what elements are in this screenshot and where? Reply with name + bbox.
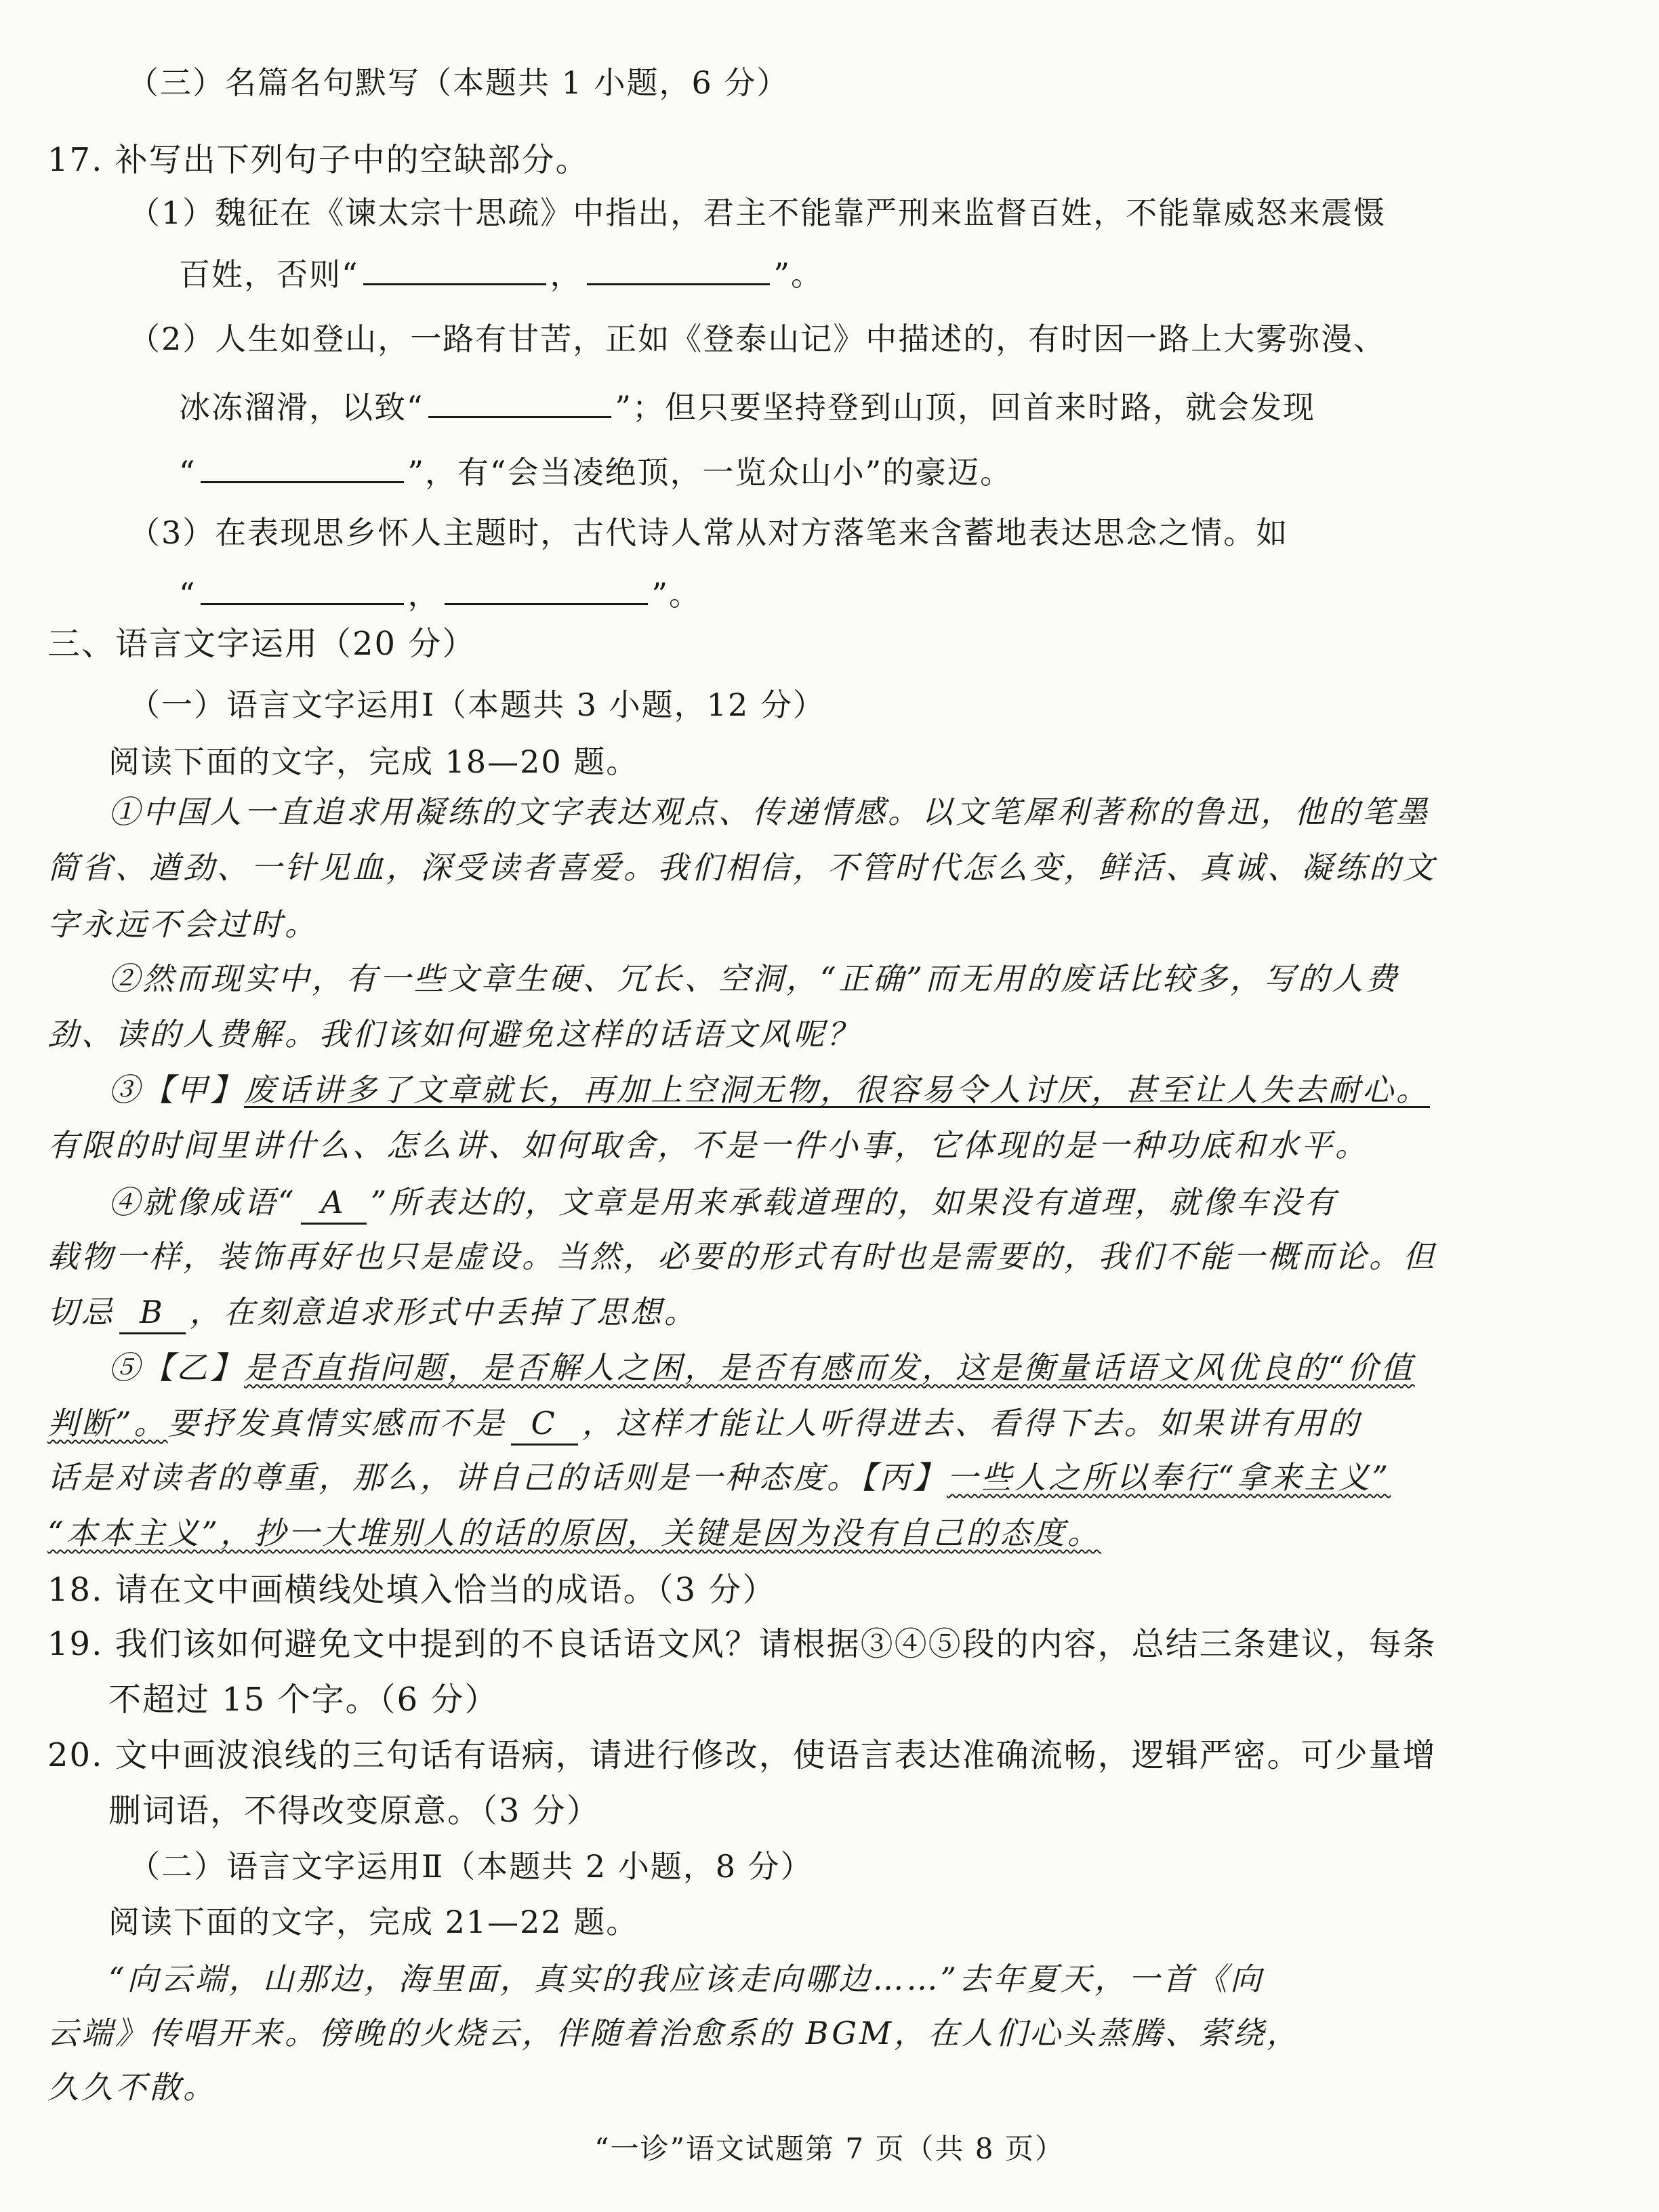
- page-footer: “一诊”语文试题第 7 页（共 8 页）: [594, 2132, 1065, 2165]
- passage-p1-line2: 简省、遒劲、一针见血，深受读者喜爱。我们相信，不管时代怎么变，鲜活、真诚、凝练的文: [47, 849, 1437, 886]
- answer-blank[interactable]: [201, 573, 404, 605]
- text: ”。: [773, 256, 824, 293]
- wavy-sentence-bing: 一些人之所以奉行“拿来主义”: [947, 1459, 1391, 1496]
- subsection-1-title: （一）语言文字运用Ⅰ（本题共 3 小题，12 分）: [129, 687, 825, 723]
- answer-blank[interactable]: [201, 451, 404, 483]
- text: ，在刻意追求形式中丢掉了思想。: [189, 1294, 698, 1330]
- text: ”；但只要坚持登到山顶，回首来时路，就会发现: [615, 389, 1316, 426]
- text: 要抒发真情实感而不是: [167, 1405, 507, 1441]
- passage-p2-line2: 劲、读的人费解。我们该如何避免这样的话语文风呢？: [47, 1016, 861, 1052]
- answer-blank[interactable]: [363, 253, 546, 285]
- q17-part2-line1: （2）人生如登山，一路有甘苦，正如《登泰山记》中描述的，有时因一路上大雾弥漫、: [129, 321, 1387, 357]
- text: ，: [550, 256, 583, 293]
- question-19-line2: 不超过 15 个字。（6 分）: [108, 1681, 499, 1719]
- question-19-line1: 19. 我们该如何避免文中提到的不良话语文风？请根据③④⑤段的内容，总结三条建议，每条: [47, 1625, 1437, 1663]
- passage-p1-line1: ①中国人一直追求用凝练的文字表达观点、传递情感。以文笔犀利著称的鲁迅，他的笔墨: [108, 794, 1430, 830]
- q17-part3-line2: [179, 573, 701, 615]
- reading-instruction-2: 阅读下面的文字，完成 21—22 题。: [108, 1904, 639, 1940]
- marker-jia: ③【甲】: [108, 1071, 244, 1108]
- passage-p4-line2: 载物一样，装饰再好也只是虚设。当然，必要的形式有时也是需要的，我们不能一概而论。但: [47, 1238, 1437, 1275]
- text: 冰冻溜滑，以致“: [179, 389, 424, 426]
- text: “: [179, 576, 197, 613]
- marker-yi: ⑤【乙】: [108, 1349, 244, 1386]
- text: “: [179, 454, 197, 491]
- q17-part1-line1: （1）魏征在《谏太宗十思疏》中指出，君主不能靠严刑来监督百姓，不能靠威怒来震慑: [129, 194, 1387, 231]
- text: ，: [407, 576, 441, 613]
- passage-p3-line1: [108, 1069, 1430, 1110]
- question-18: 18. 请在文中画横线处填入恰当的成语。（3 分）: [47, 1571, 777, 1609]
- text: 百姓，否则“: [179, 256, 359, 293]
- q17-part3-line1: （3）在表现思乡怀人主题时，古代诗人常从对方落笔来含蓄地表达思念之情。如: [129, 514, 1289, 551]
- q17-part2-line2: [179, 386, 1315, 428]
- text: 切忌: [47, 1294, 115, 1330]
- text: ”。: [651, 576, 702, 613]
- wavy-sentence-bing-end: “本本主义”，抄一大堆别人的话的原因，关键是因为没有自己的态度。: [47, 1515, 1102, 1551]
- passage2-line1: “向云端，山那边，海里面，真实的我应该走向哪边……”去年夏天，一首《向: [108, 1961, 1265, 1997]
- q17-part1-line2: [179, 253, 823, 295]
- subsection-2-title: （二）语言文字运用Ⅱ（本题共 2 小题，8 分）: [129, 1848, 813, 1885]
- part-3-title: 三、语言文字运用（20 分）: [47, 625, 476, 663]
- passage-p5-line4: [47, 1513, 1101, 1553]
- wavy-sentence-yi: 是否直指问题，是否解人之困，是否有感而发，这是衡量话语文风优良的“价值: [244, 1349, 1415, 1386]
- blank-b[interactable]: B: [119, 1292, 186, 1334]
- answer-blank[interactable]: [428, 386, 611, 418]
- answer-blank[interactable]: [587, 253, 770, 285]
- q17-part2-line3: [179, 451, 1012, 493]
- text: 话是对读者的尊重，那么，讲自己的话则是一种态度。【丙】: [47, 1459, 947, 1496]
- passage-p5-line3: [47, 1457, 1391, 1498]
- question-17-stem: 17. 补写出下列句子中的空缺部分。: [47, 141, 590, 179]
- question-20-line1: 20. 文中画波浪线的三句话有语病，请进行修改，使语言表达准确流畅，逻辑严密。可少量增: [47, 1736, 1437, 1774]
- passage2-line2: 云端》传唱开来。傍晚的火烧云，伴随着治愈系的 BGM，在人们心头蒸腾、萦绕，: [47, 2015, 1301, 2051]
- blank-a[interactable]: A: [301, 1182, 367, 1225]
- text: ”所表达的，文章是用来承载道理的，如果没有道理，就像车没有: [370, 1184, 1338, 1221]
- passage-p4-line1: [108, 1182, 1338, 1225]
- passage-p4-line3: [47, 1292, 698, 1334]
- question-20-line2: 删词语，不得改变原意。（3 分）: [108, 1792, 600, 1830]
- passage-p1-line3: 字永远不会过时。: [47, 906, 319, 943]
- text: ，这样才能让人听得进去、看得下去。如果讲有用的: [581, 1405, 1361, 1441]
- answer-blank[interactable]: [445, 573, 648, 605]
- passage-p2-line1: ②然而现实中，有一些文章生硬、冗长、空洞，“正确”而无用的废话比较多，写的人费: [108, 960, 1400, 997]
- blank-c[interactable]: C: [511, 1403, 578, 1446]
- text: ④就像成语“: [108, 1184, 297, 1221]
- section-header-3: （三）名篇名句默写（本题共 1 小题，6 分）: [127, 64, 790, 101]
- wavy-sentence-yi-end: 判断”。: [47, 1405, 168, 1441]
- passage-p5-line2: [47, 1403, 1361, 1446]
- text: ”，有“会当凌绝顶，一览众山小”的豪迈。: [407, 454, 1013, 491]
- passage-p3-line2: 有限的时间里讲什么、怎么讲、如何取舍，不是一件小事，它体现的是一种功底和水平。: [47, 1127, 1369, 1164]
- passage2-line3: 久久不散。: [47, 2069, 217, 2106]
- underlined-sentence-jia: 废话讲多了文章就长，再加上空洞无物，很容易令人讨厌，甚至让人失去耐心。: [244, 1071, 1430, 1108]
- reading-instruction-1: 阅读下面的文字，完成 18—20 题。: [108, 743, 639, 780]
- passage-p5-line1: [108, 1347, 1415, 1388]
